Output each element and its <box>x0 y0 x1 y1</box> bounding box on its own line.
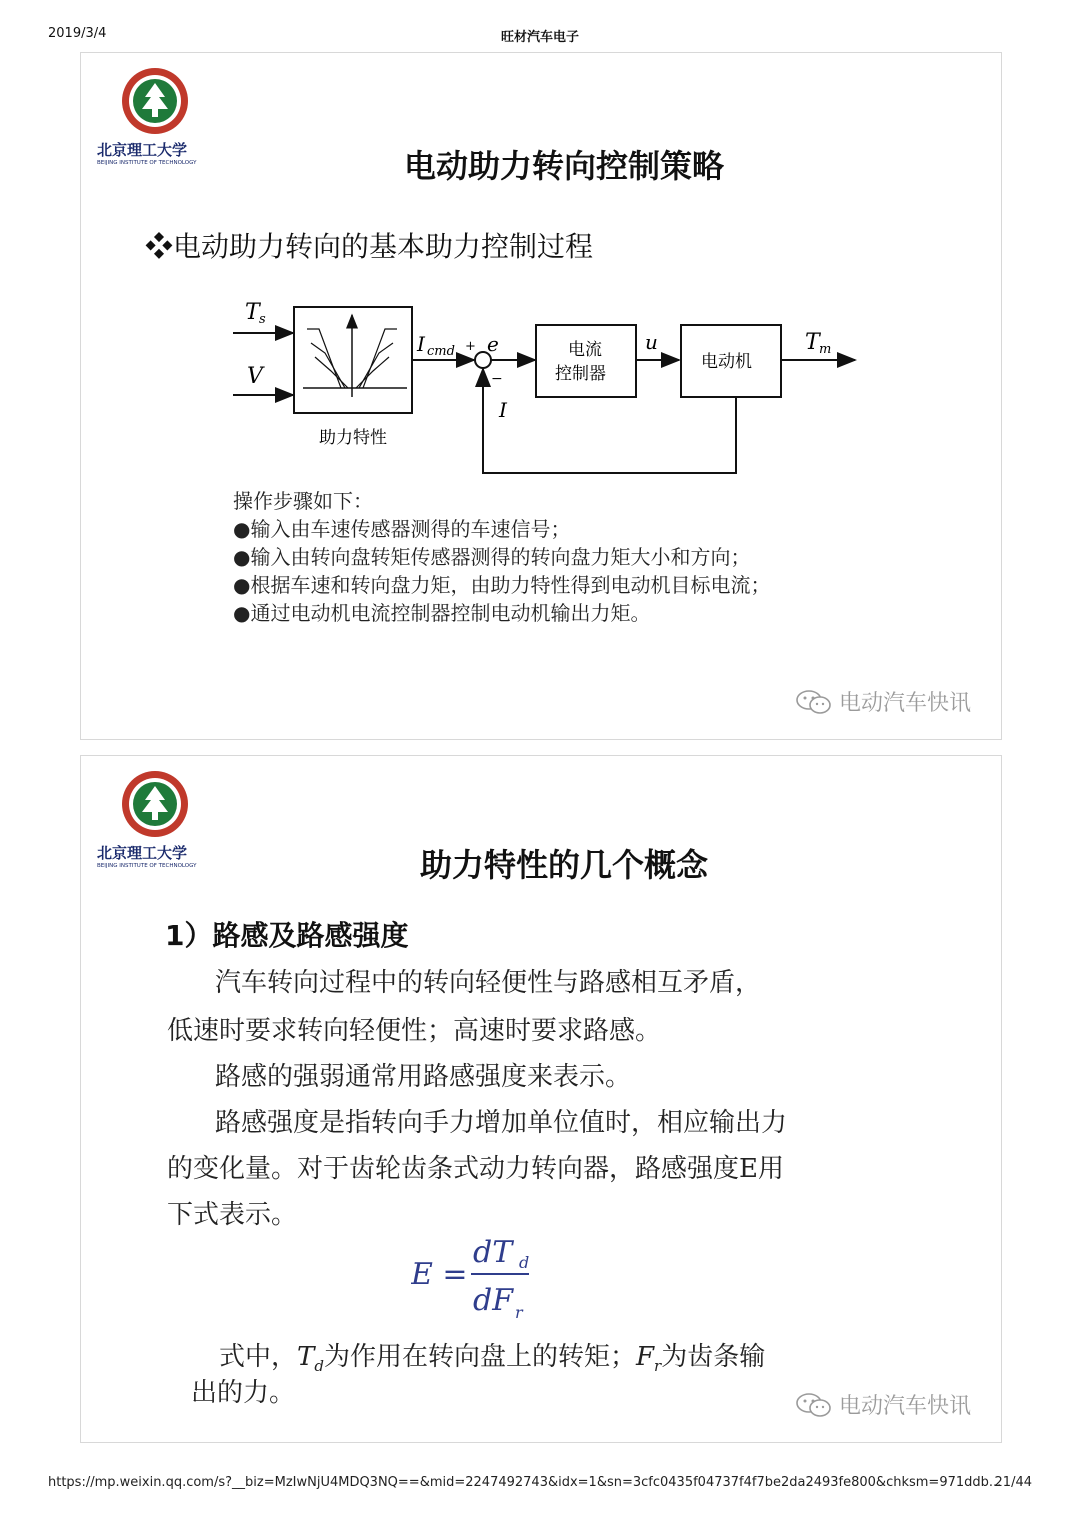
assist-characteristic-block <box>294 307 412 413</box>
formula-denominator: dF <box>473 1283 514 1318</box>
footer-url[interactable]: https://mp.weixin.qq.com/s?__biz=MzIwNjU4MDQ3NQ==&mid=2247492743&idx=1&sn=3cfc0435f04737f4f7be2da2493fe800&chksm=971ddb... <box>48 1475 1002 1490</box>
controller-label-line1: 电流 <box>568 340 602 360</box>
formula-denominator-sub: r <box>515 1303 523 1322</box>
input-speed-label: V <box>247 364 263 389</box>
sub-heading: 1）路感及路感强度 <box>165 919 409 952</box>
paragraph-line: 汽车转向过程中的转向轻便性与路感相互矛盾， <box>215 968 762 998</box>
steps-list <box>233 487 770 627</box>
paragraph-line: 路感的强弱通常用路感强度来表示。 <box>215 1062 632 1092</box>
feedback-current-label: I <box>499 398 507 422</box>
step-item: ●根据车速和转向盘力矩，由助力特性得到电动机目标电流； <box>233 573 771 597</box>
slide-title: 助力特性的几个概念 <box>419 846 708 884</box>
note-symbol-sub: d <box>314 1357 324 1376</box>
wechat-icon <box>795 689 833 715</box>
output-torque-label: T <box>805 330 820 355</box>
step-item: ●通过电动机电流控制器控制电动机输出力矩。 <box>233 601 651 625</box>
input-torque-sub: s <box>259 312 266 327</box>
watermark <box>795 1389 971 1420</box>
svg-text:BEIJING INSTITUTE OF TECHNOLOG: BEIJING INSTITUTE OF TECHNOLOGY <box>97 863 197 869</box>
minus-sign: − <box>491 371 503 387</box>
paragraph-line: 的变化量。对于齿轮齿条式动力转向器，路感强度E用 <box>167 1154 784 1184</box>
watermark-text: 电动汽车快讯 <box>838 691 971 716</box>
slide-1 <box>80 52 1002 740</box>
formula-note <box>219 1336 765 1375</box>
current-controller-block <box>536 325 636 397</box>
note-text: 式中， <box>219 1342 298 1372</box>
note-symbol-sub: r <box>654 1357 662 1376</box>
paragraph-line: 路感强度是指转向手力增加单位值时，相应输出力 <box>215 1108 788 1138</box>
steps-heading: 操作步骤如下： <box>233 489 373 513</box>
slide-2 <box>80 755 1002 1443</box>
footer-page-number: 21/44 <box>994 1475 1032 1490</box>
note-text: 为齿条输 <box>661 1342 766 1372</box>
header-date: 2019/3/4 <box>48 26 107 41</box>
step-item: ●输入由转向盘转矩传感器测得的转向盘力矩大小和方向； <box>233 545 751 569</box>
plus-sign: + <box>465 339 476 354</box>
formula-numerator: dT <box>473 1235 513 1270</box>
formula-numerator-sub: d <box>519 1253 530 1272</box>
input-torque-label: T <box>245 300 260 325</box>
note-symbol: F <box>635 1342 655 1372</box>
svg-text:北京理工大学: 北京理工大学 <box>97 844 188 862</box>
paragraph-line: 低速时要求转向轻便性；高速时要求路感。 <box>167 1016 662 1046</box>
wechat-icon <box>795 1392 833 1418</box>
watermark <box>795 686 971 717</box>
svg-text:北京理工大学: 北京理工大学 <box>97 141 188 159</box>
output-torque-sub: m <box>819 342 832 357</box>
watermark-text: 电动汽车快讯 <box>838 1394 971 1419</box>
u-label: u <box>645 330 658 354</box>
note-symbol: T <box>297 1342 315 1372</box>
section-heading: ❖电动助力转向的基本助力控制过程 <box>145 230 594 263</box>
assist-block-label: 助力特性 <box>319 428 387 448</box>
paragraph-line: 下式表示。 <box>167 1200 298 1230</box>
controller-label-line2: 控制器 <box>555 364 606 384</box>
formula-note-line2: 出的力。 <box>191 1378 296 1408</box>
formula-lhs: E = <box>411 1257 468 1292</box>
svg-text:BEIJING INSTITUTE OF TECHNOLOG: BEIJING INSTITUTE OF TECHNOLOGY <box>97 160 197 166</box>
note-text: 为作用在转向盘上的转矩； <box>323 1342 636 1372</box>
road-feel-formula <box>411 1232 541 1322</box>
icmd-sub: cmd <box>427 344 455 359</box>
step-item: ●输入由车速传感器测得的车速信号； <box>233 517 571 541</box>
error-label: e <box>487 332 499 356</box>
header-title: 旺材汽车电子 <box>500 30 579 45</box>
slide-title: 电动助力转向控制策略 <box>403 147 724 185</box>
control-block-diagram <box>221 293 861 483</box>
icmd-label: I <box>417 332 425 356</box>
motor-label: 电动机 <box>701 352 752 372</box>
